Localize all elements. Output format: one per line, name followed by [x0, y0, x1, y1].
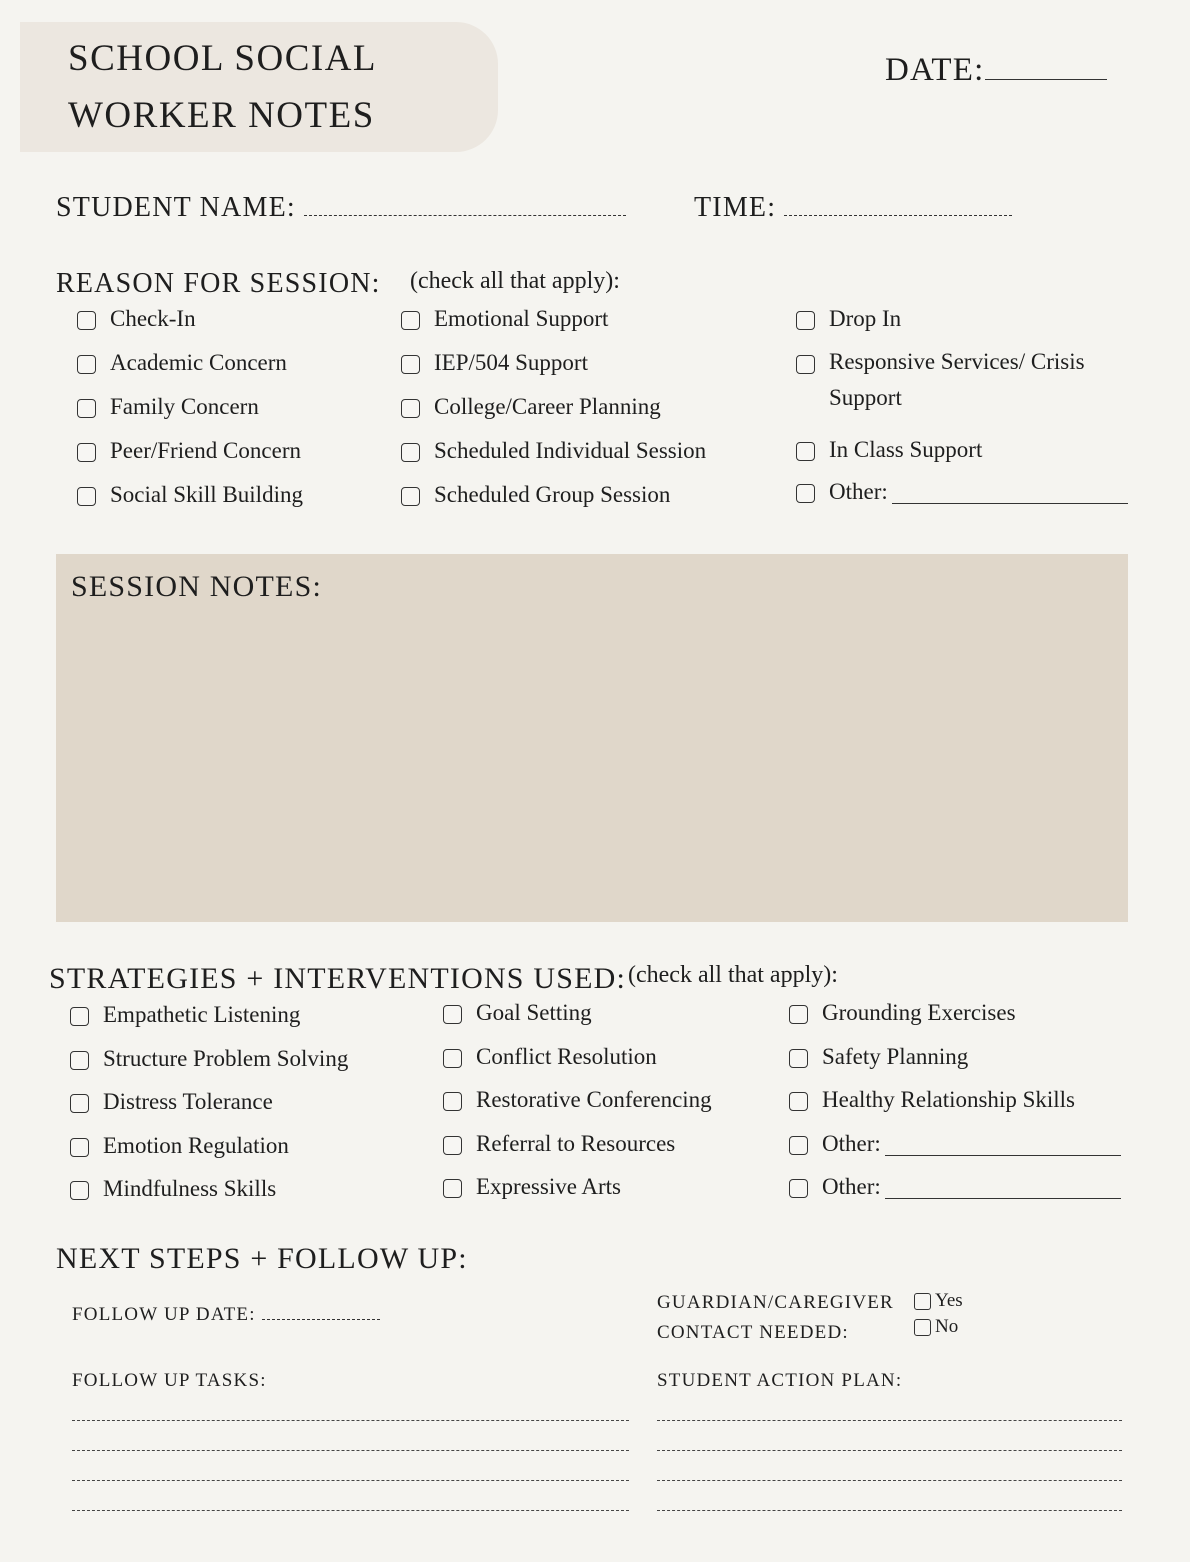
- reason-other[interactable]: [796, 479, 1128, 523]
- strategy-label: Expressive Arts: [476, 1174, 622, 1199]
- strategy-other-input-line[interactable]: [885, 1131, 1121, 1156]
- strategy-emotion-regulation[interactable]: [70, 1133, 348, 1177]
- no-label: No: [935, 1316, 959, 1337]
- strategy-label: Referral to Resources: [476, 1130, 676, 1156]
- reason-emotional-support[interactable]: [401, 306, 706, 350]
- strategy-grounding[interactable]: [789, 1000, 1121, 1044]
- reason-label: Emotional Support: [434, 306, 609, 331]
- strategy-label: Restorative Conferencing: [476, 1087, 712, 1112]
- reason-social-skill[interactable]: [77, 482, 303, 526]
- date-input-line[interactable]: [985, 79, 1107, 80]
- checkbox[interactable]: [77, 443, 96, 462]
- time-input-line[interactable]: [784, 215, 1012, 216]
- reason-check-in[interactable]: [77, 306, 303, 350]
- checkbox[interactable]: [914, 1293, 931, 1310]
- strategy-referral[interactable]: [443, 1131, 712, 1175]
- checkbox[interactable]: [443, 1049, 462, 1068]
- checkbox[interactable]: [401, 487, 420, 506]
- writing-line[interactable]: [72, 1450, 629, 1451]
- yes-label: Yes: [935, 1290, 963, 1311]
- strategy-other-1[interactable]: [789, 1131, 1121, 1175]
- checkbox[interactable]: [77, 355, 96, 374]
- reason-individual-session[interactable]: [401, 438, 706, 482]
- reason-label: Social Skill Building: [110, 482, 303, 507]
- checkbox[interactable]: [70, 1094, 89, 1113]
- reason-label: In Class Support: [829, 437, 983, 462]
- reason-label: Drop In: [829, 306, 902, 331]
- strategy-label: Other:: [822, 1130, 881, 1156]
- strategy-label: Healthy Relationship Skills: [822, 1087, 1075, 1112]
- follow-up-date-label: FOLLOW UP DATE:: [72, 1304, 256, 1325]
- reason-note: (check all that apply):: [410, 268, 620, 294]
- title-line-2: WORKER NOTES: [68, 95, 375, 136]
- student-action-plan-lines[interactable]: [657, 1408, 1122, 1511]
- session-notes-area[interactable]: [56, 554, 1128, 922]
- checkbox[interactable]: [789, 1049, 808, 1068]
- checkbox[interactable]: [796, 484, 815, 503]
- writing-line[interactable]: [72, 1420, 629, 1421]
- writing-line[interactable]: [657, 1480, 1122, 1481]
- reason-label: Other:: [829, 479, 888, 504]
- checkbox[interactable]: [401, 399, 420, 418]
- reason-label: College/Career Planning: [434, 394, 661, 419]
- checkbox[interactable]: [796, 442, 815, 461]
- date-label: DATE:: [885, 52, 985, 88]
- strategies-column-3: [789, 1000, 1121, 1218]
- guardian-yes-option[interactable]: [914, 1290, 963, 1316]
- writing-line[interactable]: [72, 1480, 629, 1481]
- reason-column-1: [77, 306, 303, 526]
- checkbox[interactable]: [77, 399, 96, 418]
- guardian-contact-options: [914, 1290, 963, 1342]
- strategy-restorative[interactable]: [443, 1087, 712, 1131]
- reason-family-concern[interactable]: [77, 394, 303, 438]
- follow-up-tasks-lines[interactable]: [72, 1408, 629, 1511]
- checkbox[interactable]: [401, 355, 420, 374]
- strategy-label: Safety Planning: [822, 1043, 969, 1069]
- strategies-heading: STRATEGIES + INTERVENTIONS USED:: [49, 962, 627, 995]
- reason-label: Academic Concern: [110, 350, 287, 375]
- strategy-goal-setting[interactable]: [443, 1000, 712, 1044]
- strategy-label: Emotion Regulation: [103, 1132, 289, 1158]
- reason-label: Peer/Friend Concern: [110, 438, 301, 463]
- strategy-label: Other:: [822, 1174, 881, 1199]
- checkbox[interactable]: [77, 311, 96, 330]
- reason-label: Responsive Services/ Crisis Support: [829, 349, 1085, 410]
- reason-label: Family Concern: [110, 394, 259, 419]
- guardian-contact-label: [657, 1288, 894, 1348]
- reason-label: IEP/504 Support: [434, 350, 588, 375]
- page-title: [68, 30, 377, 144]
- strategy-safety-planning[interactable]: [789, 1044, 1121, 1088]
- reason-group-session[interactable]: [401, 482, 706, 526]
- reason-column-3: [796, 306, 1128, 523]
- checkbox[interactable]: [443, 1005, 462, 1024]
- writing-line[interactable]: [657, 1420, 1122, 1421]
- checkbox[interactable]: [789, 1092, 808, 1111]
- follow-up-tasks-label: FOLLOW UP TASKS:: [72, 1370, 267, 1391]
- reason-label: Scheduled Group Session: [434, 482, 671, 507]
- checkbox[interactable]: [789, 1179, 808, 1198]
- reason-peer-concern[interactable]: [77, 438, 303, 482]
- time-field: [694, 192, 1012, 224]
- strategies-note: (check all that apply):: [628, 962, 838, 988]
- checkbox[interactable]: [70, 1007, 89, 1026]
- writing-line[interactable]: [657, 1450, 1122, 1451]
- checkbox[interactable]: [789, 1005, 808, 1024]
- reason-label: Scheduled Individual Session: [434, 438, 707, 463]
- reason-college-career[interactable]: [401, 394, 706, 438]
- strategy-mindfulness[interactable]: [70, 1176, 348, 1220]
- checkbox[interactable]: [401, 443, 420, 462]
- reason-crisis-support[interactable]: [796, 350, 1128, 437]
- writing-line[interactable]: [657, 1510, 1122, 1511]
- checkbox[interactable]: [443, 1136, 462, 1155]
- guardian-no-option[interactable]: [914, 1316, 963, 1342]
- reason-heading: REASON FOR SESSION:: [56, 268, 381, 299]
- strategy-label: Conflict Resolution: [476, 1043, 657, 1069]
- checkbox[interactable]: [796, 311, 815, 330]
- guardian-label-line-2: CONTACT NEEDED:: [657, 1322, 849, 1343]
- checkbox[interactable]: [77, 487, 96, 506]
- reason-other-input-line[interactable]: [892, 479, 1128, 504]
- student-name-field: [56, 192, 626, 224]
- reason-column-2: [401, 306, 706, 526]
- strategy-problem-solving[interactable]: [70, 1046, 348, 1090]
- strategy-label: Grounding Exercises: [822, 1000, 1016, 1025]
- checkbox[interactable]: [789, 1136, 808, 1155]
- strategy-label: Goal Setting: [476, 1000, 592, 1025]
- strategies-column-2: [443, 1000, 712, 1218]
- checkbox[interactable]: [70, 1181, 89, 1200]
- strategy-other-2[interactable]: [789, 1174, 1121, 1218]
- writing-line[interactable]: [72, 1510, 629, 1511]
- strategy-healthy-relationships[interactable]: [789, 1087, 1121, 1131]
- strategy-label: Distress Tolerance: [103, 1089, 273, 1114]
- checkbox[interactable]: [70, 1138, 89, 1157]
- title-line-1: SCHOOL SOCIAL: [68, 38, 378, 79]
- reason-iep-support[interactable]: [401, 350, 706, 394]
- student-name-input-line[interactable]: [304, 215, 626, 216]
- reason-in-class-support[interactable]: [796, 437, 1128, 479]
- time-label: TIME:: [694, 192, 777, 223]
- strategy-label: Structure Problem Solving: [103, 1045, 349, 1071]
- follow-up-date-field: [72, 1304, 380, 1326]
- reason-academic-concern[interactable]: [77, 350, 303, 394]
- checkbox[interactable]: [443, 1092, 462, 1111]
- student-name-label: STUDENT NAME:: [56, 192, 296, 223]
- reason-label: Check-In: [110, 306, 196, 331]
- strategy-conflict-resolution[interactable]: [443, 1044, 712, 1088]
- strategies-column-1: [70, 1002, 348, 1220]
- date-field: [885, 52, 1107, 89]
- checkbox[interactable]: [914, 1319, 931, 1336]
- strategy-distress-tolerance[interactable]: [70, 1089, 348, 1133]
- strategy-label: Empathetic Listening: [103, 1002, 301, 1027]
- strategy-label: Mindfulness Skills: [103, 1176, 277, 1201]
- strategy-empathetic-listening[interactable]: [70, 1002, 348, 1046]
- next-steps-heading: NEXT STEPS + FOLLOW UP:: [56, 1242, 468, 1275]
- checkbox[interactable]: [401, 311, 420, 330]
- student-action-plan-label: STUDENT ACTION PLAN:: [657, 1370, 903, 1391]
- checkbox[interactable]: [70, 1051, 89, 1070]
- session-notes-heading: SESSION NOTES:: [71, 570, 322, 603]
- strategy-expressive-arts[interactable]: [443, 1174, 712, 1218]
- guardian-label-line-1: GUARDIAN/CAREGIVER: [657, 1292, 894, 1313]
- follow-up-date-input-line[interactable]: [262, 1319, 380, 1320]
- strategy-other-input-line[interactable]: [885, 1174, 1121, 1199]
- checkbox[interactable]: [796, 355, 815, 374]
- checkbox[interactable]: [443, 1179, 462, 1198]
